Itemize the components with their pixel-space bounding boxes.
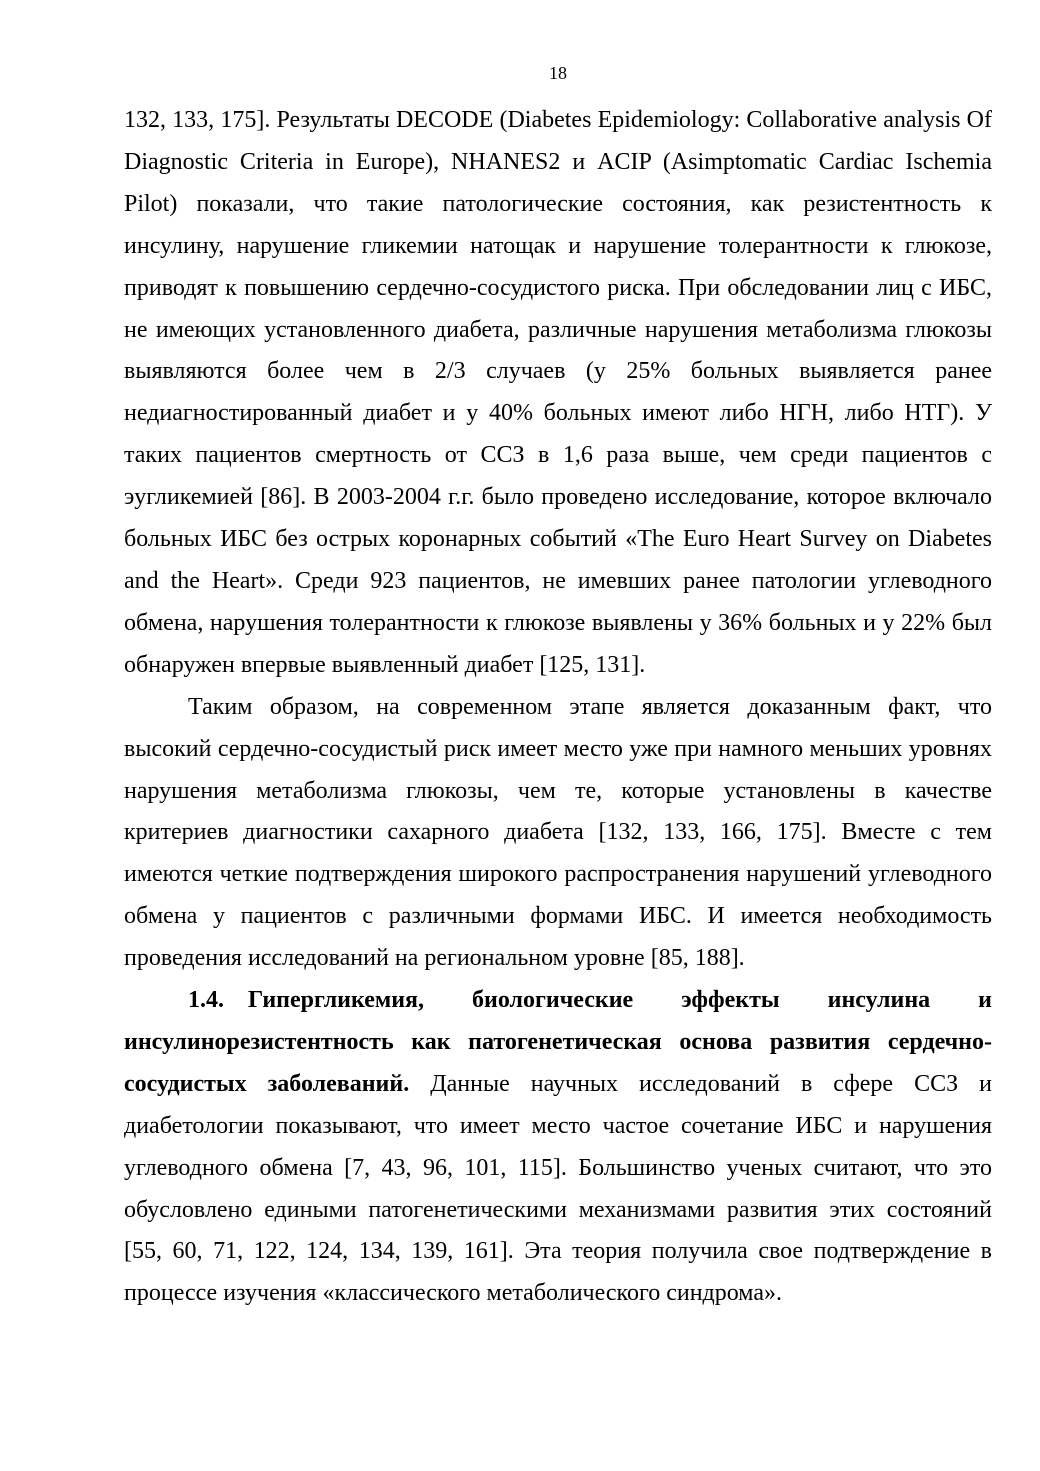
paragraph-conclusion: Таким образом, на современном этапе является доказанным факт, что высокий сердечно-сосудистый риск имеет место уже при намного меньших уровнях нарушения метаболизма глюкозы, чем те, которые установлены в качестве критериев диагностики сахарного диабета [132, 133, 166, 175]. Вместе с тем имеются четкие подтверждения широкого распространения нарушений углеводного обмена у пациентов с различными формами ИБС. И имеется необходимость проведения исследований на региональном уровне [85, 188]. (124, 693, 992, 972)
section-text: Данные научных исследований в сфере ССЗ и диабетологии показывают, что имеет место частое сочетание ИБС и нарушения углеводного обмена [7, 43, 96, 101, 115]. Большинство ученых считают, что это обусловлено едиными патогенетическими механизмами развития этих состояний [55, 60, 71, 122, 124, 134, 139, 161]. Эта теория получила свое подтверждение в процессе изучения «классического метаболического синдрома». (124, 1070, 992, 1307)
section-heading: 1.4. Гипергликемия, биологические эффекты инсулина и инсулинорезистентность как патогенетическая основа развития сердечно-сосудистых заболеваний. (124, 987, 992, 1097)
section-paragraph (124, 980, 992, 1315)
paragraph-continuation: 132, 133, 175]. Результаты DECODE (Diabetes Epidemiology: Collaborative analysis Of Diagnostic Criteria in Europe), NHANES2 и ACIP (Asimptomatic Cardiac Ischemia Pilot) показали, что такие патологические состояния, как резистентность к инсулину, нарушение гликемии натощак и нарушение толерантности к глюкозе, приводят к повышению сердечно-сосудистого риска. При обследовании лиц с ИБС, не имеющих установленного диабета, различные нарушения метаболизма глюкозы выявляются более чем в 2/3 случаев (у 25% больных выявляется ранее недиагностированный диабет и у 40% больных имеют либо НГН, либо НТГ). У таких пациентов смертность от ССЗ в 1,6 раза выше, чем среди пациентов с эугликемией [86]. В 2003-2004 г.г. было проведено исследование, которое включало больных ИБС без острых коронарных событий «The Euro Heart Survey on Diabetes and the Heart». Среди 923 пациентов, не имевших ранее патологии углеводного обмена, нарушения толерантности к глюкозе выявлены у 36% больных и у 22% был обнаружен впервые выявленный диабет [125, 131]. (124, 107, 992, 678)
document-body (124, 100, 992, 1315)
page-number: 18 (549, 63, 567, 83)
